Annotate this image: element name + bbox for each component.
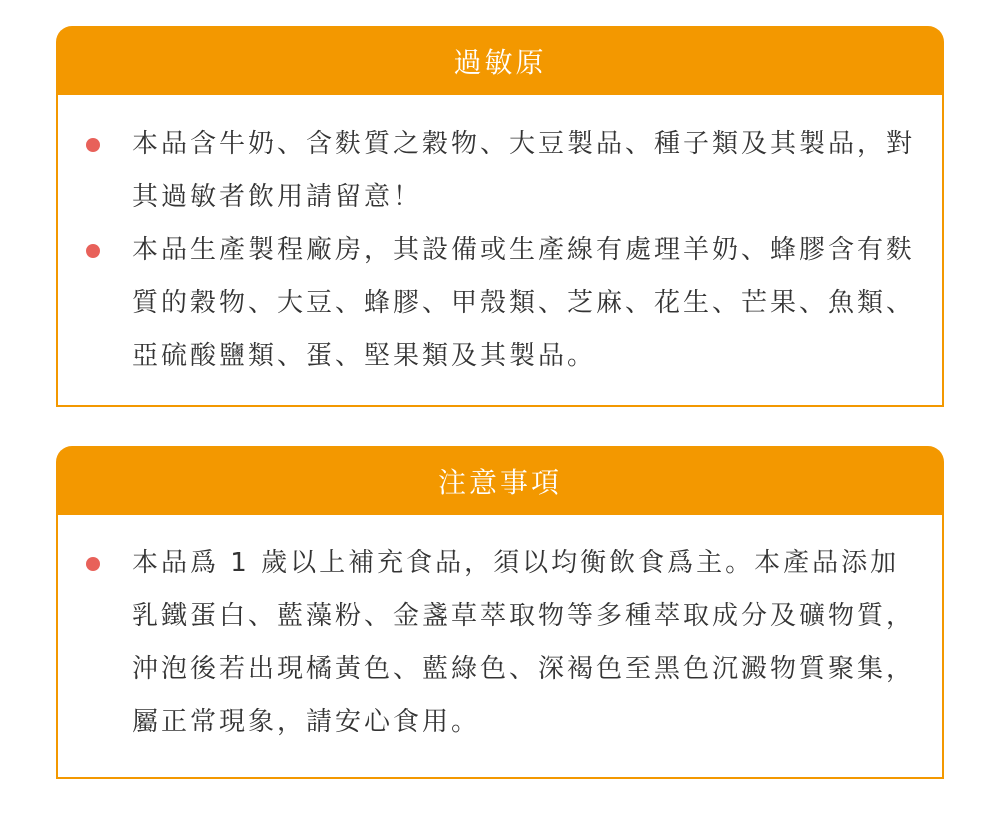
notes-list [58, 537, 942, 749]
list-item [58, 224, 942, 383]
bullet-dot-icon [86, 557, 100, 571]
allergen-header [56, 26, 944, 95]
list-item-text: 本品生產製程廠房，其設備或生產線有處理羊奶、蜂膠含有麩質的穀物、大豆、蜂膠、甲殼類、芝麻、花生、芒果、魚類、亞硫酸鹽類、蛋、堅果類及其製品。 [132, 235, 916, 371]
notes-header [56, 446, 944, 515]
allergen-list [58, 118, 942, 383]
notes-title: 注意事項 [437, 465, 562, 499]
allergen-title: 過敏原 [453, 45, 547, 79]
allergen-body [56, 95, 944, 407]
list-item [58, 118, 942, 224]
notes-card [56, 446, 944, 779]
allergen-card [56, 26, 944, 407]
bullet-dot-icon [86, 244, 100, 258]
list-item-text: 本品含牛奶、含麩質之穀物、大豆製品、種子類及其製品，對其過敏者飲用請留意！ [132, 129, 916, 212]
bullet-dot-icon [86, 138, 100, 152]
list-item-text: 本品爲 1 歲以上補充食品，須以均衡飲食爲主。本產品添加乳鐵蛋白、藍藻粉、金盞草萃取物等多種萃取成分及礦物質，沖泡後若出現橘黃色、藍綠色、深褐色至黑色沉澱物質聚集，屬正常現象，請安心食用。 [132, 548, 916, 737]
notes-body [56, 515, 944, 779]
list-item [58, 537, 942, 749]
